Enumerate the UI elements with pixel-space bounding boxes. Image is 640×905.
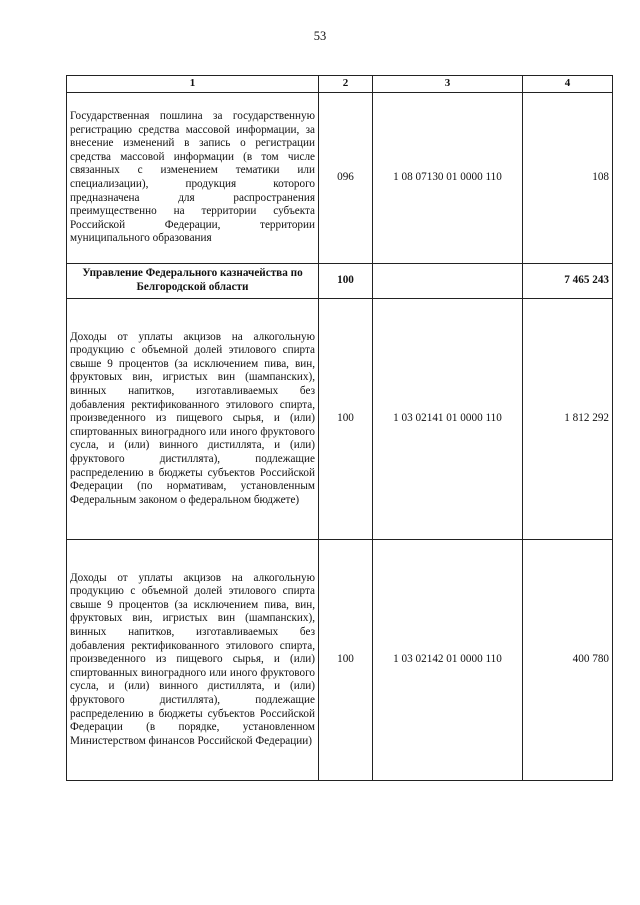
row-amount: 7 465 243 [523, 264, 613, 299]
row-admin-code: 096 [319, 93, 373, 264]
row-kbk-code: 1 03 02142 01 0000 110 [373, 540, 523, 781]
table-row [67, 264, 613, 299]
row-amount: 1 812 292 [523, 299, 613, 540]
row-admin-code: 100 [319, 299, 373, 540]
table-header-row [67, 76, 613, 93]
row-kbk-code [373, 264, 523, 299]
row-admin-code: 100 [319, 540, 373, 781]
column-header-2: 2 [319, 76, 373, 93]
revenue-table [66, 75, 613, 781]
column-header-1: 1 [67, 76, 319, 93]
column-header-3: 3 [373, 76, 523, 93]
table-row [67, 299, 613, 540]
column-header-4: 4 [523, 76, 613, 93]
table-row [67, 93, 613, 264]
row-description: Управление Федерального казначейства по Белгородской области [67, 264, 319, 299]
page-number: 53 [313, 29, 327, 43]
row-kbk-code: 1 08 07130 01 0000 110 [373, 93, 523, 264]
row-amount: 400 780 [523, 540, 613, 781]
row-description: Доходы от уплаты акцизов на алкогольную продукцию с объемной долей этилового спирта свыше 9 процентов (за исключением пива, вин, фруктовых вин, игристых вин (шампанских), винных напитков, изготавливаемых без добавления ректификованного этилового спирта, произведенного из пищевого сырья, и (или) спиртованных виноградного или иного фруктового сусла, и (или) винного дистиллята, и (или) фруктового дистиллята), подлежащие распределению в бюджеты субъектов Российской Федерации (по нормативам, установленным Федеральным законом о федеральном бюджете) [67, 299, 319, 540]
row-description: Доходы от уплаты акцизов на алкогольную продукцию с объемной долей этилового спирта свыше 9 процентов (за исключением пива, вин, фруктовых вин, игристых вин (шампанских), винных напитков, изготавливаемых без добавления ректификованного этилового спирта, произведенного из пищевого сырья, и (или) спиртованных виноградного или иного фруктового сусла, и (или) винного дистиллята, и (или) фруктового дистиллята), подлежащие распределению в бюджеты субъектов Российской Федерации (в порядке, установленном Министерством финансов Российской Федерации) [67, 540, 319, 781]
row-kbk-code: 1 03 02141 01 0000 110 [373, 299, 523, 540]
row-admin-code: 100 [319, 264, 373, 299]
row-description: Государственная пошлина за государственную регистрацию средства массовой информации, за внесение изменений в запись о регистрации средства массовой информации (в том числе связанных с изменением тематики или специализации), продукция которого предназначена для распространения преимущественно на территории субъекта Российской Федерации, территории муниципального образования [67, 93, 319, 264]
row-amount: 108 [523, 93, 613, 264]
table-row [67, 540, 613, 781]
